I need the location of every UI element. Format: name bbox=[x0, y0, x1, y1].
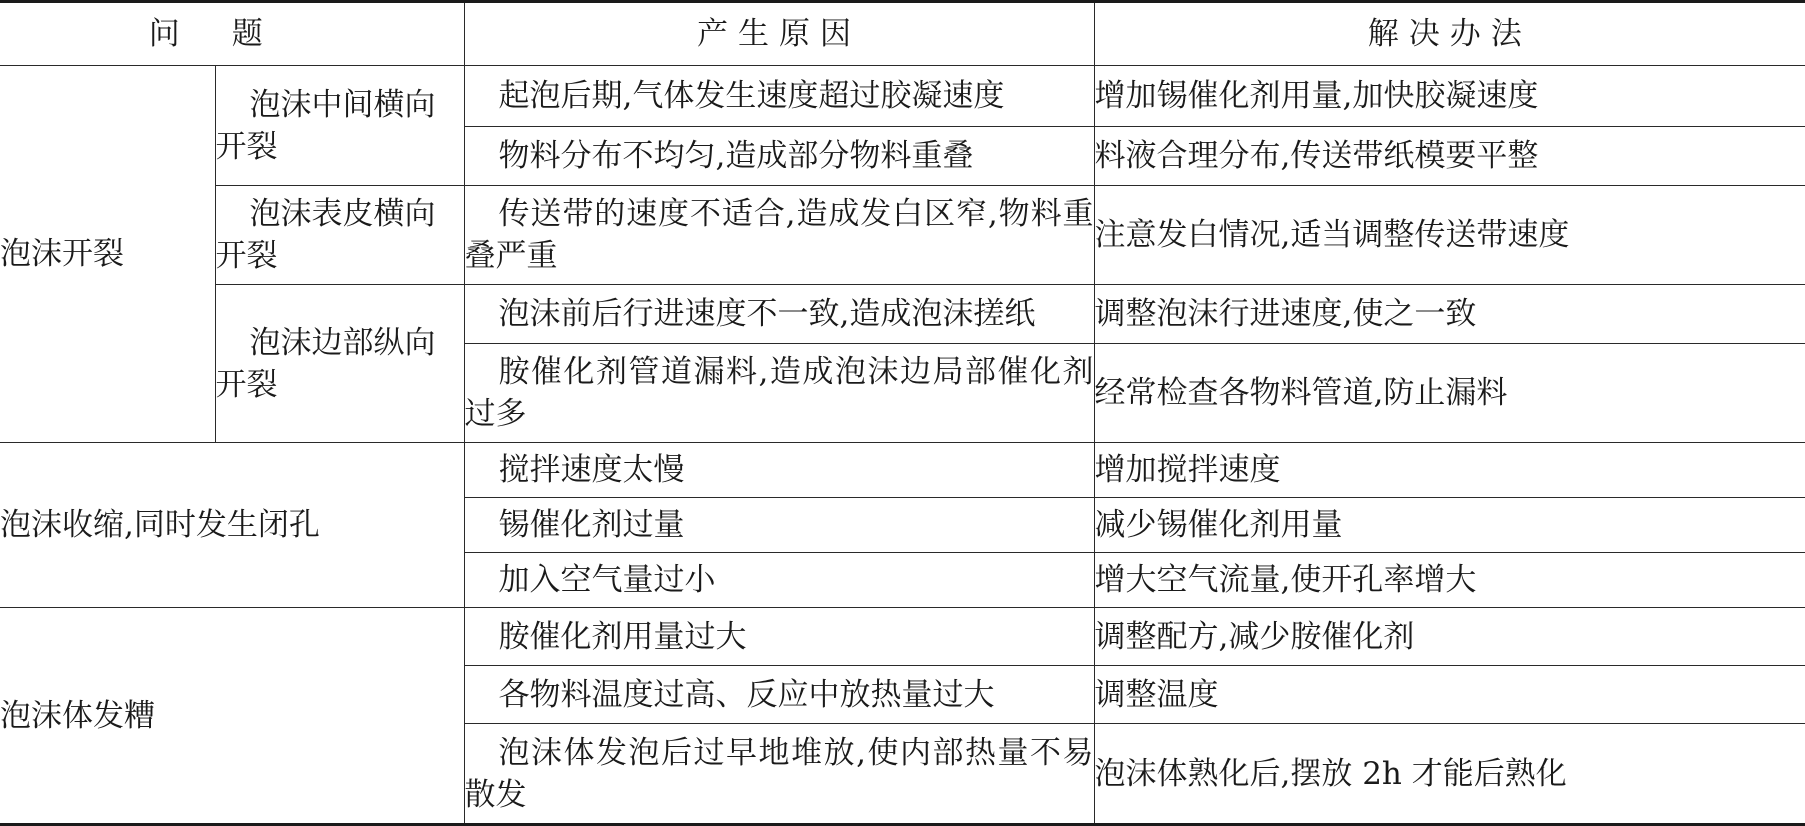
solution-cell: 泡沫体熟化后,摆放 2h 才能后熟化 bbox=[1094, 724, 1805, 825]
table-row bbox=[0, 608, 1805, 666]
cause-cell: 起泡后期,气体发生速度超过胶凝速度 bbox=[464, 66, 1094, 127]
cause-cell: 胺催化剂用量过大 bbox=[464, 608, 1094, 666]
header-problem: 问题 bbox=[0, 2, 464, 66]
solution-cell: 减少锡催化剂用量 bbox=[1094, 498, 1805, 553]
sub-problem-cell: 泡沫中间横向开裂 bbox=[215, 66, 464, 186]
problem-cell: 泡沫体发糟 bbox=[0, 608, 464, 825]
problem-cell: 泡沫收缩,同时发生闭孔 bbox=[0, 443, 464, 608]
cause-cell: 泡沫体发泡后过早地堆放,使内部热量不易散发 bbox=[464, 724, 1094, 825]
sub-problem-cell: 泡沫边部纵向开裂 bbox=[215, 285, 464, 443]
header-cause: 产生原因 bbox=[464, 2, 1094, 66]
cause-cell: 传送带的速度不适合,造成发白区窄,物料重叠严重 bbox=[464, 186, 1094, 285]
table-row bbox=[0, 186, 1805, 285]
cause-cell: 各物料温度过高、反应中放热量过大 bbox=[464, 666, 1094, 724]
problem-cell: 泡沫开裂 bbox=[0, 66, 215, 443]
solution-cell: 调整温度 bbox=[1094, 666, 1805, 724]
solution-cell: 经常检查各物料管道,防止漏料 bbox=[1094, 344, 1805, 443]
cause-cell: 锡催化剂过量 bbox=[464, 498, 1094, 553]
table-row bbox=[0, 66, 1805, 127]
solution-cell: 注意发白情况,适当调整传送带速度 bbox=[1094, 186, 1805, 285]
table-row bbox=[0, 285, 1805, 344]
solution-cell: 增加锡催化剂用量,加快胶凝速度 bbox=[1094, 66, 1805, 127]
solution-cell: 调整泡沫行进速度,使之一致 bbox=[1094, 285, 1805, 344]
solution-cell: 调整配方,减少胺催化剂 bbox=[1094, 608, 1805, 666]
solution-cell: 增加搅拌速度 bbox=[1094, 443, 1805, 498]
solution-cell: 增大空气流量,使开孔率增大 bbox=[1094, 553, 1805, 608]
cause-cell: 搅拌速度太慢 bbox=[464, 443, 1094, 498]
sub-problem-cell: 泡沫表皮横向开裂 bbox=[215, 186, 464, 285]
cause-cell: 物料分布不均匀,造成部分物料重叠 bbox=[464, 127, 1094, 186]
cause-cell: 加入空气量过小 bbox=[464, 553, 1094, 608]
cause-cell: 泡沫前后行进速度不一致,造成泡沫搓纸 bbox=[464, 285, 1094, 344]
header-solution: 解决办法 bbox=[1094, 2, 1805, 66]
table-header-row bbox=[0, 2, 1805, 66]
cause-cell: 胺催化剂管道漏料,造成泡沫边局部催化剂过多 bbox=[464, 344, 1094, 443]
table-row bbox=[0, 443, 1805, 498]
solution-cell: 料液合理分布,传送带纸模要平整 bbox=[1094, 127, 1805, 186]
